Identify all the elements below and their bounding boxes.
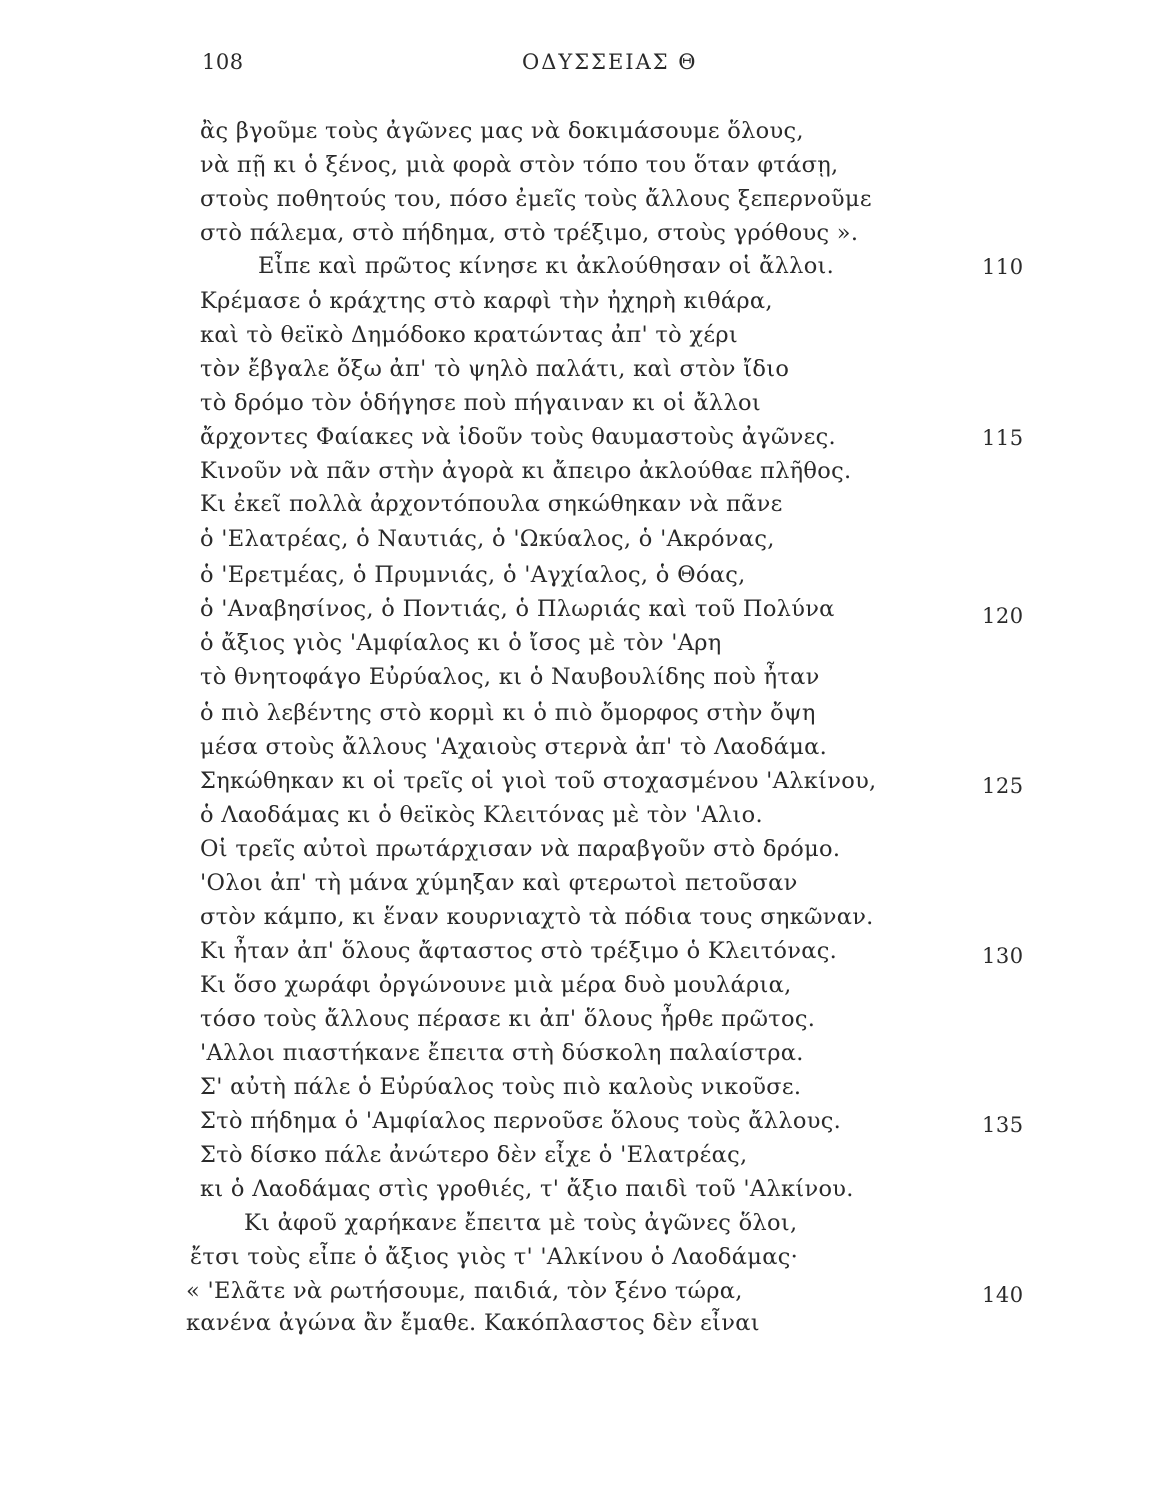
verse-line: Κι ἐκεῖ πολλὰ ἀρχοντόπουλα σηκώθηκαν νὰ πᾶνε	[200, 491, 783, 517]
verse-line: κι ὁ Λαοδάμας στὶς γροθιές, τ' ἄξιο παιδὶ τοῦ 'Αλκίνου.	[200, 1176, 854, 1202]
verse-line: καὶ τὸ θεϊκὸ Δημόδοκο κρατώντας ἀπ' τὸ χέρι	[200, 322, 738, 348]
line-number: 135	[982, 1113, 1024, 1137]
line-number: 115	[982, 426, 1024, 450]
verse-line: ὁ 'Ελατρέας, ὁ Ναυτιάς, ὁ 'Ωκύαλος, ὁ 'Ακρόνας,	[200, 526, 775, 552]
line-number: 120	[982, 604, 1024, 628]
running-title: ΟΔΥΣΣΕΙΑΣ Θ	[522, 50, 698, 74]
verse-line: Οἱ τρεῖς αὐτοὶ πρωτάρχισαν νὰ παραβγοῦν στὸ δρόμο.	[200, 836, 841, 862]
verse-line: στὸ πάλεμα, στὸ πήδημα, στὸ τρέξιμο, στοὺς γρόθους ».	[200, 220, 859, 246]
verse-line: Σ' αὐτὴ πάλε ὁ Εὐρύαλος τοὺς πιὸ καλοὺς νικοῦσε.	[200, 1074, 802, 1100]
verse-line: Στὸ δίσκο πάλε ἀνώτερο δὲν εἶχε ὁ 'Ελατρέας,	[200, 1142, 748, 1168]
verse-line: ἔτσι τοὺς εἶπε ὁ ἄξιος γιὸς τ' 'Αλκίνου ὁ Λαοδάμας·	[190, 1244, 799, 1270]
verse-line: στοὺς ποθητούς του, πόσο ἐμεῖς τοὺς ἄλλους ξεπερνοῦμε	[200, 186, 872, 212]
verse-line: τὸ θνητοφάγο Εὐρύαλος, κι ὁ Ναυβουλίδης ποὺ ἦταν	[200, 664, 820, 690]
verse-line: Στὸ πήδημα ὁ 'Αμφίαλος περνοῦσε ὅλους τοὺς ἄλλους.	[200, 1108, 842, 1134]
line-number: 110	[982, 255, 1024, 279]
verse-line: ὁ ἄξιος γιὸς 'Αμφίαλος κι ὁ ἴσος μὲ τὸν 'Αρη	[200, 630, 722, 656]
verse-line: ἂς βγοῦμε τοὺς ἀγῶνες μας νὰ δοκιμάσουμε ὅλους,	[200, 118, 804, 144]
verse-line: ὁ Λαοδάμας κι ὁ θεϊκὸς Κλειτόνας μὲ τὸν 'Αλιο.	[200, 802, 763, 828]
page-number: 108	[202, 50, 244, 74]
verse-line: Κι ὅσο χωράφι ὀργώνουνε μιὰ μέρα δυὸ μουλάρια,	[200, 972, 792, 998]
verse-line: « 'Ελᾶτε νὰ ρωτήσουμε, παιδιά, τὸν ξένο τώρα,	[186, 1278, 743, 1304]
verse-line: Σηκώθηκαν κι οἱ τρεῖς οἱ γιοὶ τοῦ στοχασμένου 'Αλκίνου,	[200, 768, 877, 794]
verse-line: μέσα στοὺς ἄλλους 'Αχαιοὺς στερνὰ ἀπ' τὸ Λαοδάμα.	[200, 734, 828, 760]
verse-line: τὸ δρόμο τὸν ὁδήγησε ποὺ πήγαιναν κι οἱ ἄλλοι	[200, 390, 762, 416]
verse-line: κανένα ἀγώνα ἂν ἔμαθε. Κακόπλαστος δὲν εἶναι	[186, 1310, 760, 1336]
verse-line: Κι ἀφοῦ χαρήκανε ἔπειτα μὲ τοὺς ἀγῶνες ὅλοι,	[244, 1210, 798, 1236]
verse-line: ὁ 'Ερετμέας, ὁ Πρυμνιάς, ὁ 'Αγχίαλος, ὁ Θόας,	[200, 562, 746, 588]
verse-line: Κρέμασε ὁ κράχτης στὸ καρφὶ τὴν ἠχηρὴ κιθάρα,	[200, 288, 773, 314]
verse-line: τόσο τοὺς ἄλλους πέρασε κι ἀπ' ὅλους ἦρθε πρῶτος.	[200, 1006, 816, 1032]
line-number: 140	[982, 1283, 1024, 1307]
verse-line: Κινοῦν νὰ πᾶν στὴν ἀγορὰ κι ἄπειρο ἀκλούθαε πλῆθος.	[200, 458, 852, 484]
verse-line: στὸν κάμπο, κι ἕναν κουρνιαχτὸ τὰ πόδια τους σηκῶναν.	[200, 904, 874, 930]
verse-line: ὁ 'Αναβησίνος, ὁ Ποντιάς, ὁ Πλωριάς καὶ τοῦ Πολύνα	[200, 596, 835, 622]
verse-line: Κι ἦταν ἀπ' ὅλους ἄφταστος στὸ τρέξιμο ὁ Κλειτόνας.	[200, 938, 838, 964]
verse-line: 'Ολοι ἀπ' τὴ μάνα χύμηξαν καὶ φτερωτοὶ πετοῦσαν	[200, 870, 798, 896]
verse-line: Εἶπε καὶ πρῶτος κίνησε κι ἀκλούθησαν οἱ ἄλλοι.	[258, 253, 835, 279]
verse-line: ὁ πιὸ λεβέντης στὸ κορμὶ κι ὁ πιὸ ὄμορφος στὴν ὄψη	[200, 700, 816, 726]
verse-line: τὸν ἔβγαλε ὄξω ἀπ' τὸ ψηλὸ παλάτι, καὶ στὸν ἴδιο	[200, 356, 790, 382]
verse-line: 'Αλλοι πιαστήκανε ἔπειτα στὴ δύσκολη παλαίστρα.	[200, 1040, 804, 1066]
line-number: 130	[982, 944, 1024, 968]
verse-line: ἄρχοντες Φαίακες νὰ ἰδοῦν τοὺς θαυμαστοὺς ἀγῶνες.	[200, 424, 836, 450]
verse-line: νὰ πῇ κι ὁ ξένος, μιὰ φορὰ στὸν τόπο του ὅταν φτάσῃ,	[200, 152, 839, 178]
line-number: 125	[982, 774, 1024, 798]
